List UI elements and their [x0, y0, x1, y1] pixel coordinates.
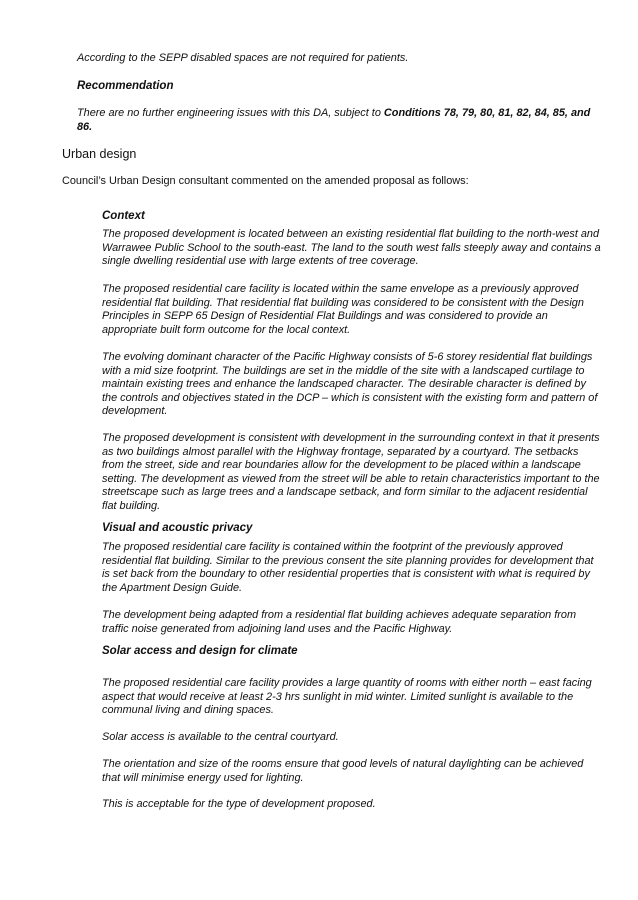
privacy-paragraph-1: The proposed residential care facility is contained within the footprint of the previously approved residential flat building. Similar to the previous consent the site planning provides for development that is set back from the boundary to other residential properties that is consistent with what is required by the Apartment Design Guide.	[102, 541, 594, 594]
recommendation-text-prefix: There are no further engineering issues with this DA, subject to	[77, 107, 384, 119]
recommendation-text	[77, 107, 597, 134]
context-paragraph-1: The proposed development is located between an existing residential flat building to the north-west and Warrawee Public School to the south-east. The land to the south west falls steeply away and contains a single dwelling residential use with large extents of tree coverage.	[102, 228, 601, 268]
solar-heading: Solar access and design for climate	[102, 645, 298, 657]
context-paragraph-3: The evolving dominant character of the Pacific Highway consists of 5-6 storey residential flat buildings with a mid size footprint. The buildings are set in the middle of the site with a landscaped curtilage to maintain existing trees and enhance the landscaped character. The desirable character is defined by the controls and objectives stated in the DCP – which is consistent with the existing form and pattern of development.	[102, 351, 598, 418]
recommendation-conditions: Conditions 78, 79, 80, 81, 82, 84, 85, and 86.	[77, 107, 591, 133]
privacy-heading: Visual and acoustic privacy	[102, 522, 253, 534]
context-heading: Context	[102, 210, 145, 222]
urban-design-heading: Urban design	[62, 147, 137, 161]
context-paragraph-4: The proposed development is consistent with development in the surrounding context in that it presents as two buildings almost parallel with the Highway frontage, separated by a courtyard. The setbacks from the street, side and rear boundaries allow for the development to be placed within a landscape setting. The development as viewed from the street will be able to retain characteristics important to the streetscape such as large trees and a landscape setback, and form similar to the adjacent residential flat building.	[102, 432, 600, 512]
intro-line: According to the SEPP disabled spaces are not required for patients.	[77, 52, 409, 64]
solar-paragraph-2: Solar access is available to the central courtyard.	[102, 731, 339, 743]
urban-design-intro: Council’s Urban Design consultant commented on the amended proposal as follows:	[62, 175, 469, 187]
solar-paragraph-4: This is acceptable for the type of development proposed.	[102, 798, 376, 810]
privacy-paragraph-2: The development being adapted from a residential flat building achieves adequate separation from traffic noise generated from adjoining land uses and the Pacific Highway.	[102, 609, 577, 635]
recommendation-heading: Recommendation	[77, 80, 174, 92]
solar-paragraph-3: The orientation and size of the rooms ensure that good levels of natural daylighting can be achieved that will minimise energy used for lighting.	[102, 758, 584, 784]
context-paragraph-2: The proposed residential care facility is located within the same envelope as a previously approved residential flat building. That residential flat building was considered to be consistent with the Design Principles in SEPP 65 Design of Residential Flat Buildings and was considered to provide an appropriate built form outcome for the local context.	[102, 283, 584, 336]
solar-paragraph-1: The proposed residential care facility provides a large quantity of rooms with either north – east facing aspect that would receive at least 2-3 hrs sunlight in mid winter. Limited sunlight is available to the communal living and dining spaces.	[102, 677, 592, 717]
